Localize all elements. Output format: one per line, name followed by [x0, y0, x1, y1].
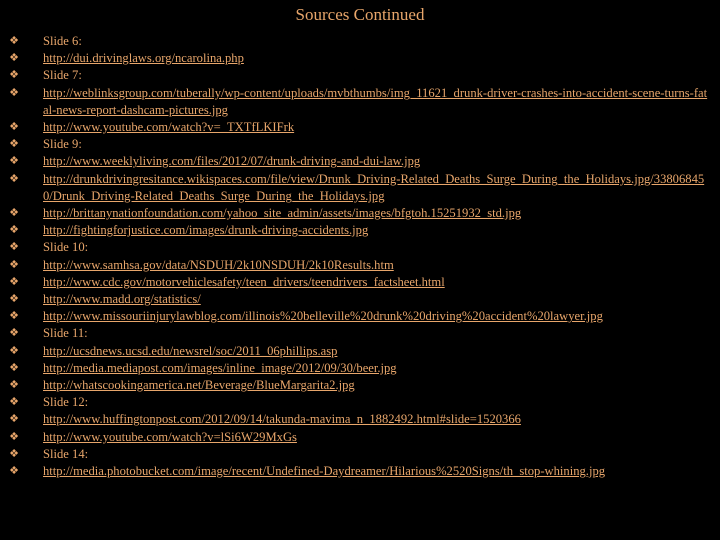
- diamond-bullet-icon: ❖: [9, 69, 19, 82]
- source-link-item[interactable]: [8, 411, 708, 428]
- source-link-item[interactable]: [8, 291, 708, 308]
- slide-label: Slide 10:: [43, 240, 89, 255]
- diamond-bullet-icon: ❖: [9, 52, 19, 65]
- diamond-bullet-icon: ❖: [9, 121, 19, 134]
- source-link-item[interactable]: [8, 343, 708, 360]
- source-link-item[interactable]: [8, 153, 708, 170]
- source-url[interactable]: http://media.mediapost.com/images/inline_image/2012/09/30/beer.jpg: [43, 360, 397, 375]
- source-url[interactable]: http://drunkdrivingresitance.wikispaces.com/file/view/Drunk_Driving-Related_Deaths_Surge_During_the_Holidays.jpg/338068450/Drunk_Driving-Related_Deaths_Surge_During_the_Holidays.jpg: [43, 171, 705, 203]
- source-link-item[interactable]: [8, 429, 708, 446]
- diamond-bullet-icon: ❖: [9, 379, 19, 392]
- source-url[interactable]: http://www.weeklyliving.com/files/2012/07/drunk-driving-and-dui-law.jpg: [43, 154, 421, 169]
- source-url[interactable]: http://brittanynationfoundation.com/yahoo_site_admin/assets/images/bfgtoh.15251932_std.jpg: [43, 206, 522, 221]
- slide-label-item: [8, 325, 708, 342]
- slide-label-item: [8, 239, 708, 256]
- source-url[interactable]: http://whatscookingamerica.net/Beverage/BlueMargarita2.jpg: [43, 378, 355, 393]
- slide-label-item: [8, 446, 708, 463]
- slide-label: Slide 6:: [43, 34, 82, 48]
- source-link-item[interactable]: [8, 171, 708, 205]
- source-url[interactable]: http://ucsdnews.ucsd.edu/newsrel/soc/2011_06phillips.asp: [43, 343, 338, 358]
- source-url[interactable]: http://www.youtube.com/watch?v=lSi6W29MxGs: [43, 429, 297, 444]
- source-url[interactable]: http://www.samhsa.gov/data/NSDUH/2k10NSDUH/2k10Results.htm: [43, 257, 394, 272]
- source-link-item[interactable]: [8, 377, 708, 394]
- diamond-bullet-icon: ❖: [9, 310, 19, 323]
- diamond-bullet-icon: ❖: [9, 361, 19, 374]
- slide-label-item: [8, 67, 708, 84]
- source-url[interactable]: http://www.youtube.com/watch?v=_TXTfLKIFrk: [43, 120, 295, 135]
- slide-label: Slide 9:: [43, 137, 82, 152]
- source-url[interactable]: http://www.huffingtonpost.com/2012/09/14/takunda-mavima_n_1882492.html#slide=1520366: [43, 412, 521, 427]
- diamond-bullet-icon: ❖: [9, 241, 19, 254]
- diamond-bullet-icon: ❖: [9, 86, 19, 99]
- source-url[interactable]: http://www.missouriinjurylawblog.com/illinois%20belleville%20drunk%20driving%20accident%20lawyer.jpg: [43, 309, 603, 324]
- source-url[interactable]: http://dui.drivinglaws.org/ncarolina.php: [43, 51, 244, 66]
- source-link-item[interactable]: [8, 85, 708, 119]
- source-link-item[interactable]: [8, 360, 708, 377]
- diamond-bullet-icon: ❖: [9, 155, 19, 168]
- slide-title: Sources Continued: [295, 5, 425, 24]
- source-link-item[interactable]: [8, 308, 708, 325]
- slide-label-item: [8, 394, 708, 411]
- source-url[interactable]: http://media.photobucket.com/image/recent/Undefined-Daydreamer/Hilarious%2520Signs/th_stop-whining.jpg: [43, 464, 606, 479]
- source-url[interactable]: http://weblinksgroup.com/tuberally/wp-content/uploads/mvbthumbs/img_11621_drunk-driver-crashes-into-accident-scene-turns-fatal-news-report-dashcam-pictures.jpg: [43, 85, 708, 117]
- source-link-item[interactable]: [8, 119, 708, 136]
- slide-label: Slide 11:: [43, 326, 88, 341]
- diamond-bullet-icon: ❖: [9, 344, 19, 357]
- slide-label-item: [8, 136, 708, 153]
- slide-label: Slide 14:: [43, 446, 89, 461]
- diamond-bullet-icon: ❖: [9, 224, 19, 237]
- diamond-bullet-icon: ❖: [9, 138, 19, 151]
- diamond-bullet-icon: ❖: [9, 207, 19, 220]
- diamond-bullet-icon: ❖: [9, 447, 19, 460]
- diamond-bullet-icon: ❖: [9, 258, 19, 271]
- source-link-item[interactable]: [8, 463, 708, 480]
- source-url[interactable]: http://www.cdc.gov/motorvehiclesafety/teen_drivers/teendrivers_factsheet.html: [43, 274, 445, 289]
- source-link-item[interactable]: [8, 274, 708, 291]
- source-link-item[interactable]: [8, 257, 708, 274]
- diamond-bullet-icon: ❖: [9, 327, 19, 340]
- sources-list: [8, 33, 708, 480]
- source-link-item[interactable]: [8, 205, 708, 222]
- slide-label: Slide 12:: [43, 395, 89, 410]
- diamond-bullet-icon: ❖: [9, 465, 19, 478]
- diamond-bullet-icon: ❖: [9, 396, 19, 409]
- diamond-bullet-icon: ❖: [9, 293, 19, 306]
- slide-label-item: [8, 33, 708, 50]
- source-link-item[interactable]: [8, 222, 708, 239]
- source-url[interactable]: http://fightingforjustice.com/images/drunk-driving-accidents.jpg: [43, 223, 369, 238]
- diamond-bullet-icon: ❖: [9, 413, 19, 426]
- source-url[interactable]: http://www.madd.org/statistics/: [43, 292, 201, 307]
- diamond-bullet-icon: ❖: [9, 275, 19, 288]
- diamond-bullet-icon: ❖: [9, 172, 19, 185]
- source-link-item[interactable]: [8, 50, 708, 67]
- slide-label: Slide 7:: [43, 68, 82, 83]
- diamond-bullet-icon: ❖: [9, 35, 19, 47]
- diamond-bullet-icon: ❖: [9, 430, 19, 443]
